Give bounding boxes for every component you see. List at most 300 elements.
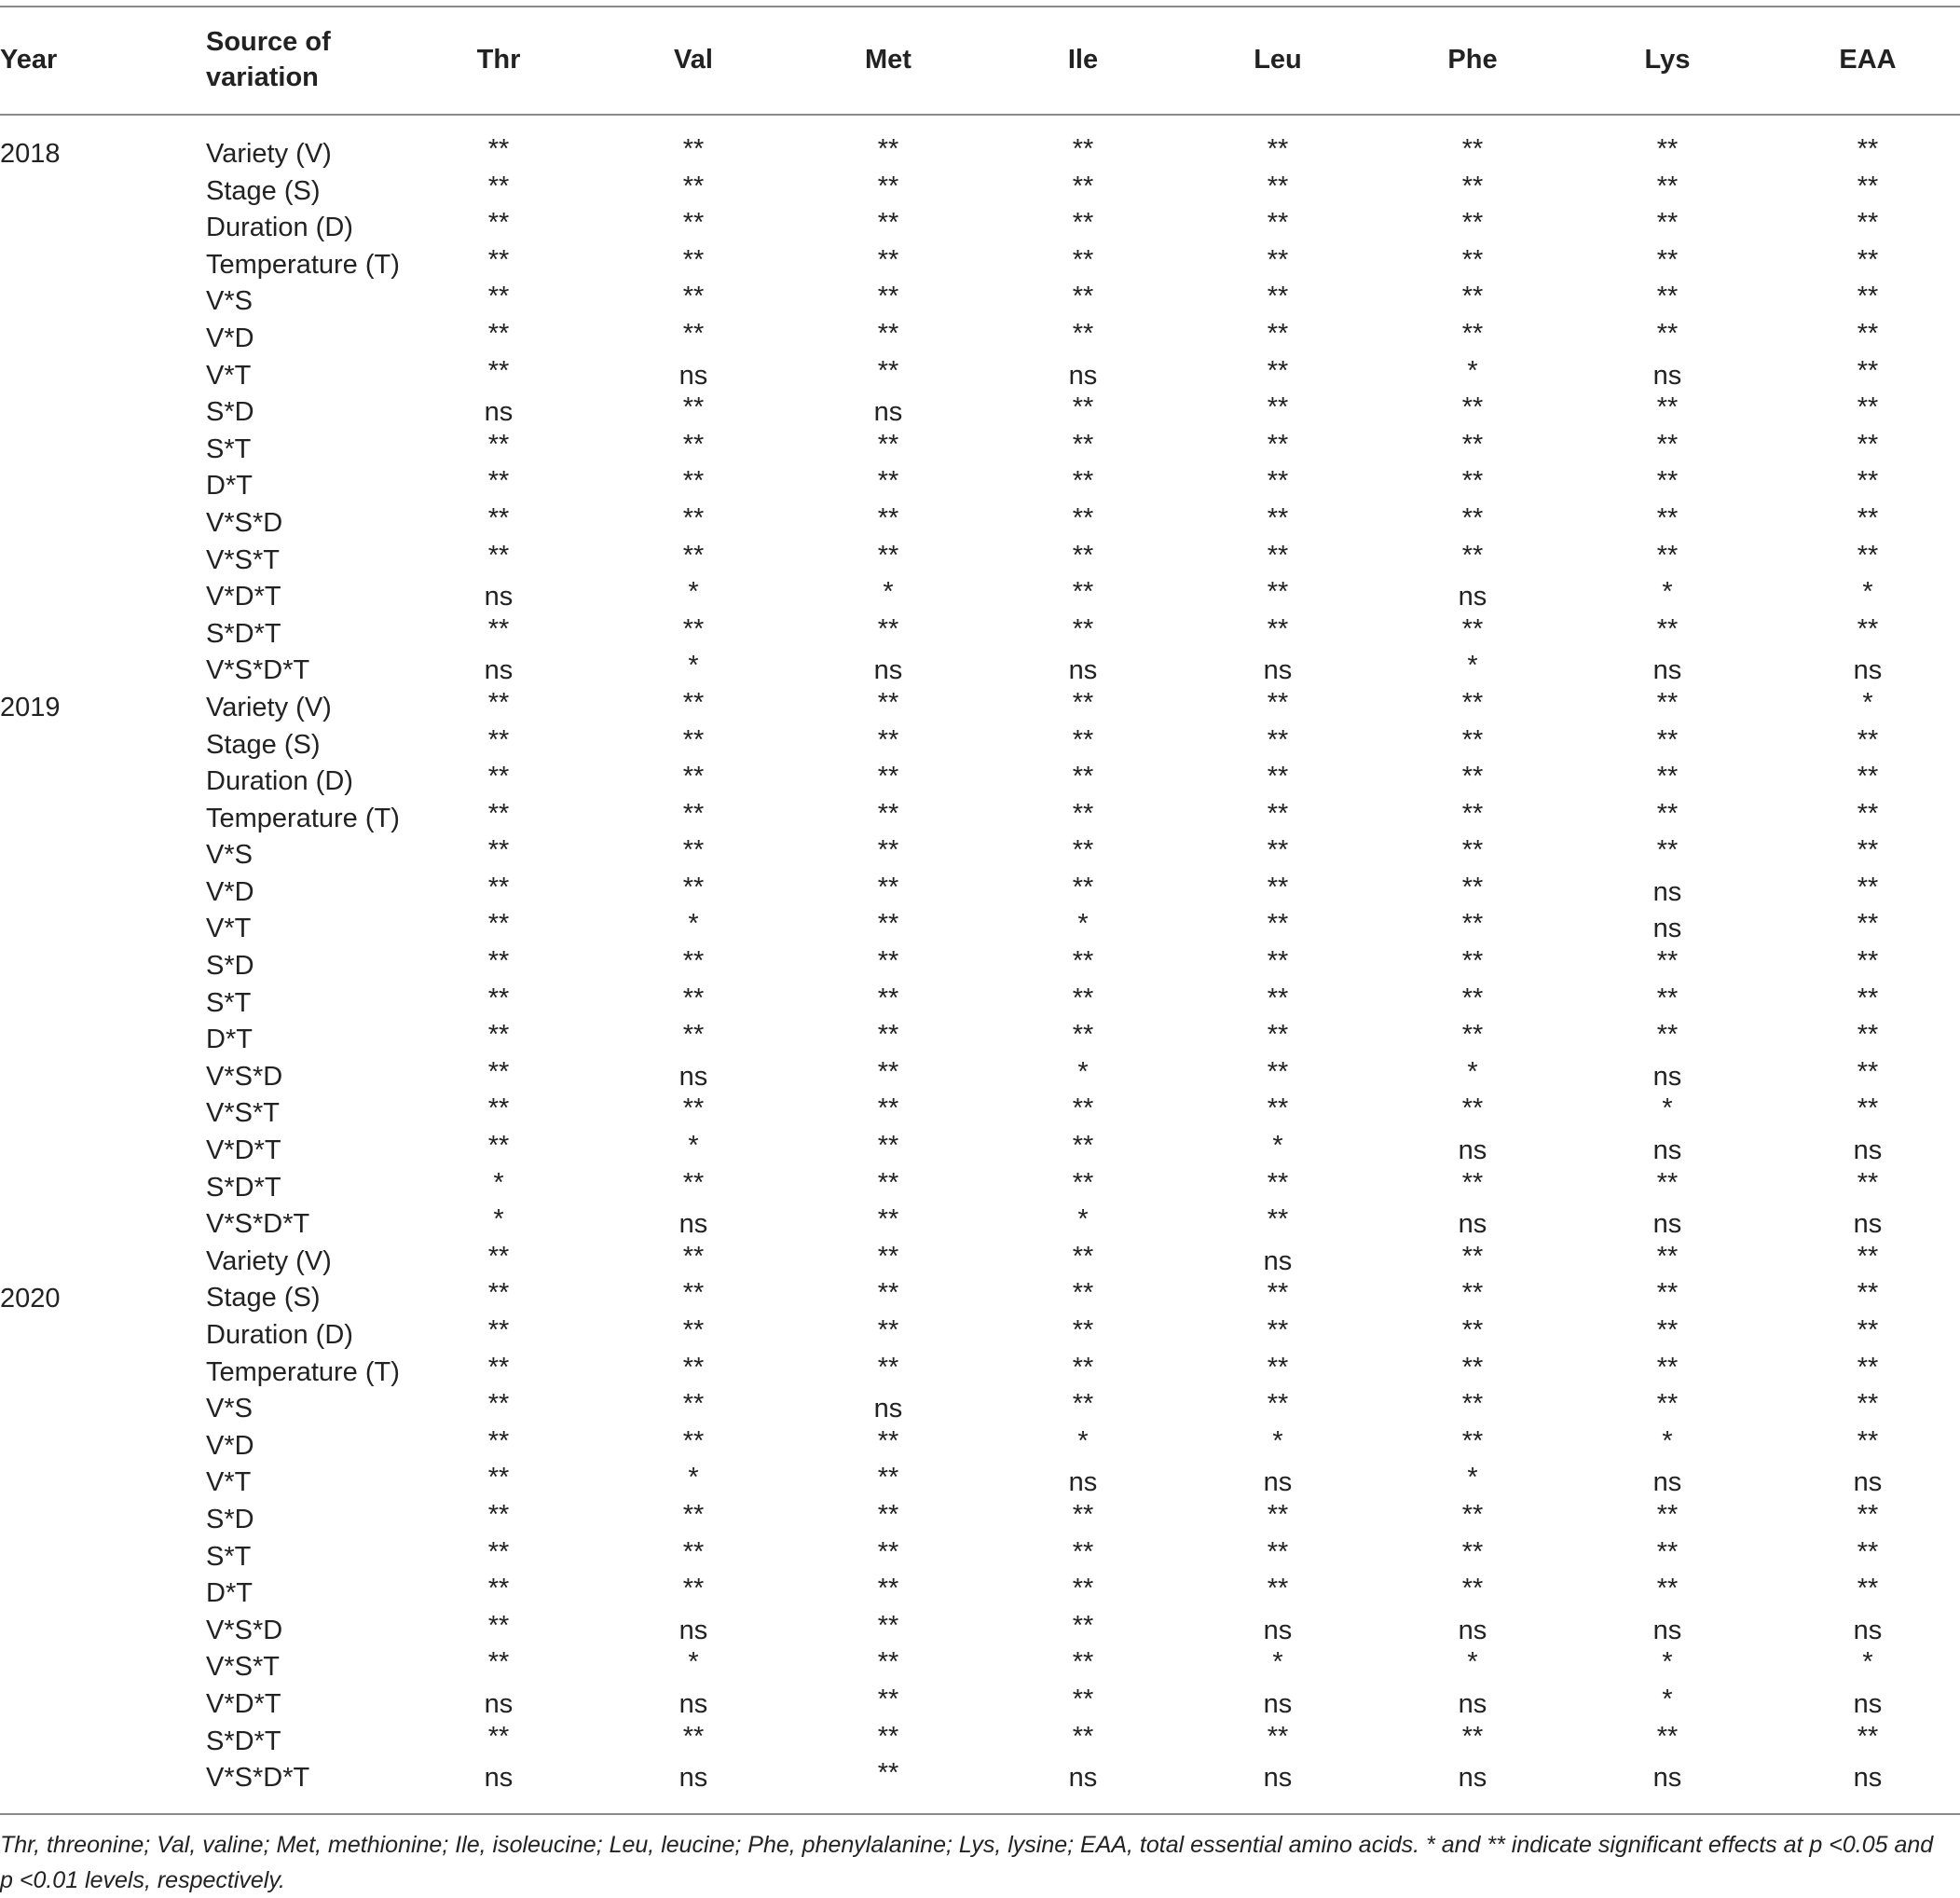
significance-cell-val: ** bbox=[682, 1315, 705, 1345]
significance-cell-val: ** bbox=[682, 983, 705, 1013]
significance-cell-val: ** bbox=[682, 1167, 705, 1198]
significance-cell-met: ** bbox=[877, 1278, 899, 1309]
table-bottom-rule bbox=[0, 1813, 1960, 1815]
source-of-variation-cell: Temperature (T) bbox=[206, 803, 400, 833]
significance-cell-phe: * bbox=[1467, 1056, 1478, 1087]
significance-cell-met: ** bbox=[877, 1241, 899, 1272]
significance-cell-lys: ns bbox=[1652, 914, 1682, 944]
significance-cell-leu: ** bbox=[1267, 1093, 1289, 1124]
significance-cell-eaa: ** bbox=[1857, 1499, 1879, 1530]
significance-cell-met: ** bbox=[877, 1425, 899, 1456]
significance-cell-lys: ** bbox=[1656, 1241, 1679, 1272]
significance-cell-phe: ** bbox=[1461, 1536, 1484, 1567]
significance-cell-met: ns bbox=[873, 397, 903, 428]
significance-cell-ile: ** bbox=[1072, 1647, 1094, 1678]
significance-cell-val: ns bbox=[678, 1209, 708, 1240]
significance-cell-lys: ns bbox=[1652, 1061, 1682, 1092]
significance-cell-eaa: ** bbox=[1857, 872, 1879, 902]
significance-cell-leu: ns bbox=[1263, 1615, 1293, 1645]
significance-cell-thr: ** bbox=[487, 946, 510, 977]
significance-cell-lys: ** bbox=[1656, 983, 1679, 1013]
significance-cell-leu: ** bbox=[1267, 1278, 1289, 1309]
significance-cell-thr: ** bbox=[487, 466, 510, 497]
significance-cell-lys: ** bbox=[1656, 1574, 1679, 1604]
significance-cell-val: ** bbox=[682, 171, 705, 201]
significance-cell-val: * bbox=[688, 1463, 699, 1493]
significance-cell-val: ** bbox=[682, 1093, 705, 1124]
significance-cell-lys: ** bbox=[1656, 392, 1679, 423]
significance-cell-val: ** bbox=[682, 1278, 705, 1309]
significance-cell-leu: ** bbox=[1267, 613, 1289, 644]
significance-cell-met: ** bbox=[877, 983, 899, 1013]
table-header-rule bbox=[0, 114, 1960, 116]
significance-cell-thr: ** bbox=[487, 909, 510, 940]
significance-cell-eaa: ns bbox=[1853, 1135, 1883, 1166]
significance-cell-ile: ** bbox=[1072, 762, 1094, 792]
significance-cell-ile: ** bbox=[1072, 1499, 1094, 1530]
significance-cell-phe: ** bbox=[1461, 392, 1484, 423]
significance-cell-phe: ** bbox=[1461, 1167, 1484, 1198]
significance-cell-eaa: ns bbox=[1853, 655, 1883, 686]
source-of-variation-cell: V*T bbox=[206, 914, 252, 944]
significance-cell-val: ns bbox=[678, 360, 708, 391]
significance-cell-met: ** bbox=[877, 835, 899, 866]
significance-cell-val: ** bbox=[682, 1241, 705, 1272]
significance-cell-eaa: ** bbox=[1857, 724, 1879, 755]
significance-cell-leu: ** bbox=[1267, 1389, 1289, 1420]
source-of-variation-cell: S*D*T bbox=[206, 1172, 281, 1203]
source-of-variation-cell: Duration (D) bbox=[206, 766, 353, 797]
header-source-of-variation bbox=[206, 24, 331, 95]
significance-cell-thr: ns bbox=[484, 1763, 514, 1794]
significance-cell-leu: ** bbox=[1267, 244, 1289, 275]
significance-cell-thr: ** bbox=[487, 1499, 510, 1530]
significance-cell-met: ** bbox=[877, 1352, 899, 1382]
source-of-variation-cell: V*S*D bbox=[206, 1061, 283, 1092]
significance-cell-met: ** bbox=[877, 502, 899, 533]
significance-cell-eaa: ** bbox=[1857, 1574, 1879, 1604]
significance-cell-met: ** bbox=[877, 208, 899, 239]
significance-cell-thr: ** bbox=[487, 1131, 510, 1162]
table-top-rule bbox=[0, 6, 1960, 7]
significance-cell-ile: ** bbox=[1072, 282, 1094, 312]
significance-cell-lys: ** bbox=[1656, 724, 1679, 755]
significance-cell-leu: ** bbox=[1267, 1536, 1289, 1567]
significance-cell-val: * bbox=[688, 909, 699, 940]
significance-cell-thr: ** bbox=[487, 1352, 510, 1382]
significance-cell-met: ** bbox=[877, 1499, 899, 1530]
source-of-variation-cell: V*S bbox=[206, 286, 253, 317]
significance-cell-eaa: ** bbox=[1857, 909, 1879, 940]
significance-cell-eaa: ** bbox=[1857, 540, 1879, 571]
significance-cell-met: * bbox=[883, 577, 894, 608]
significance-cell-lys: ns bbox=[1652, 1135, 1682, 1166]
significance-cell-thr: ** bbox=[487, 1056, 510, 1087]
significance-cell-lys: ns bbox=[1652, 1467, 1682, 1498]
year-label-2018: 2018 bbox=[0, 139, 61, 169]
significance-cell-leu: ns bbox=[1263, 655, 1293, 686]
significance-cell-lys: ** bbox=[1656, 466, 1679, 497]
significance-cell-met: ** bbox=[877, 798, 899, 829]
significance-cell-thr: ** bbox=[487, 1425, 510, 1456]
significance-cell-val: ** bbox=[682, 724, 705, 755]
significance-cell-val: ns bbox=[678, 1763, 708, 1794]
source-of-variation-cell: V*D bbox=[206, 876, 254, 907]
significance-cell-met: ** bbox=[877, 1020, 899, 1051]
significance-cell-eaa: ns bbox=[1853, 1615, 1883, 1645]
source-of-variation-cell: S*T bbox=[206, 1541, 252, 1572]
significance-cell-val: ** bbox=[682, 1574, 705, 1604]
significance-cell-eaa: ** bbox=[1857, 1020, 1879, 1051]
significance-cell-eaa: ** bbox=[1857, 1056, 1879, 1087]
significance-cell-phe: ns bbox=[1458, 1688, 1487, 1719]
significance-cell-lys: ** bbox=[1656, 687, 1679, 718]
significance-cell-lys: ** bbox=[1656, 134, 1679, 164]
significance-cell-leu: ** bbox=[1267, 1574, 1289, 1604]
significance-cell-eaa: ** bbox=[1857, 502, 1879, 533]
significance-cell-met: ** bbox=[877, 1721, 899, 1752]
significance-cell-lys: * bbox=[1662, 1093, 1673, 1124]
significance-cell-ile: ** bbox=[1072, 502, 1094, 533]
significance-cell-lys: ** bbox=[1656, 318, 1679, 349]
significance-cell-thr: ** bbox=[487, 171, 510, 201]
significance-cell-eaa: ** bbox=[1857, 1389, 1879, 1420]
significance-cell-lys: ** bbox=[1656, 1352, 1679, 1382]
significance-cell-thr: ns bbox=[484, 1688, 514, 1719]
significance-cell-leu: ** bbox=[1267, 762, 1289, 792]
source-of-variation-cell: Stage (S) bbox=[206, 729, 321, 760]
significance-cell-thr: ns bbox=[484, 397, 514, 428]
significance-cell-met: ** bbox=[877, 724, 899, 755]
significance-cell-ile: ** bbox=[1072, 1167, 1094, 1198]
significance-cell-ile: ** bbox=[1072, 1684, 1094, 1714]
significance-cell-eaa: * bbox=[1862, 687, 1873, 718]
significance-cell-ile: ** bbox=[1072, 577, 1094, 608]
significance-cell-phe: ** bbox=[1461, 502, 1484, 533]
significance-cell-leu: ** bbox=[1267, 577, 1289, 608]
significance-cell-eaa: ns bbox=[1853, 1467, 1883, 1498]
significance-cell-leu: ** bbox=[1267, 1315, 1289, 1345]
significance-cell-eaa: ** bbox=[1857, 171, 1879, 201]
significance-cell-thr: * bbox=[493, 1167, 504, 1198]
significance-cell-leu: ** bbox=[1267, 1721, 1289, 1752]
significance-cell-ile: ns bbox=[1068, 360, 1098, 391]
significance-cell-met: ** bbox=[877, 1093, 899, 1124]
significance-cell-leu: ** bbox=[1267, 983, 1289, 1013]
significance-cell-ile: * bbox=[1077, 909, 1089, 940]
source-of-variation-cell: V*T bbox=[206, 1467, 252, 1498]
significance-cell-eaa: ** bbox=[1857, 983, 1879, 1013]
source-of-variation-cell: V*S*D*T bbox=[206, 655, 310, 686]
significance-cell-met: ** bbox=[877, 1758, 899, 1789]
significance-cell-ile: ** bbox=[1072, 1315, 1094, 1345]
significance-cell-eaa: ** bbox=[1857, 208, 1879, 239]
significance-cell-phe: ** bbox=[1461, 466, 1484, 497]
significance-cell-ile: ** bbox=[1072, 540, 1094, 571]
significance-cell-val: ** bbox=[682, 687, 705, 718]
significance-cell-eaa: ** bbox=[1857, 1352, 1879, 1382]
source-of-variation-cell: V*D bbox=[206, 1430, 254, 1461]
significance-cell-ile: ** bbox=[1072, 318, 1094, 349]
source-of-variation-cell: S*D bbox=[206, 951, 254, 982]
source-of-variation-cell: Temperature (T) bbox=[206, 249, 400, 280]
significance-cell-thr: ** bbox=[487, 762, 510, 792]
significance-cell-leu: ns bbox=[1263, 1467, 1293, 1498]
significance-cell-met: ** bbox=[877, 1167, 899, 1198]
significance-cell-phe: ** bbox=[1461, 613, 1484, 644]
significance-cell-leu: ** bbox=[1267, 687, 1289, 718]
significance-cell-met: ns bbox=[873, 1394, 903, 1424]
significance-cell-met: ** bbox=[877, 540, 899, 571]
year-label-2019: 2019 bbox=[0, 693, 61, 722]
source-of-variation-cell: V*D*T bbox=[206, 1688, 281, 1719]
significance-cell-eaa: ns bbox=[1853, 1209, 1883, 1240]
significance-cell-met: ** bbox=[877, 1647, 899, 1678]
significance-cell-met: ** bbox=[877, 171, 899, 201]
significance-cell-leu: ** bbox=[1267, 798, 1289, 829]
source-of-variation-cell: Duration (D) bbox=[206, 213, 353, 243]
source-of-variation-cell: V*D*T bbox=[206, 1135, 281, 1166]
significance-cell-eaa: ** bbox=[1857, 429, 1879, 460]
significance-cell-val: ** bbox=[682, 466, 705, 497]
significance-cell-val: ** bbox=[682, 1389, 705, 1420]
significance-cell-leu: ** bbox=[1267, 392, 1289, 423]
significance-cell-thr: ** bbox=[487, 429, 510, 460]
significance-cell-thr: ** bbox=[487, 540, 510, 571]
table-row bbox=[0, 1759, 1960, 1796]
significance-cell-lys: ns bbox=[1652, 1763, 1682, 1794]
significance-cell-thr: ** bbox=[487, 724, 510, 755]
header-source-line2: variation bbox=[206, 62, 319, 92]
significance-cell-val: ns bbox=[678, 1688, 708, 1719]
significance-cell-thr: ** bbox=[487, 1574, 510, 1604]
significance-cell-eaa: ** bbox=[1857, 762, 1879, 792]
significance-cell-eaa: ns bbox=[1853, 1688, 1883, 1719]
significance-cell-leu: ** bbox=[1267, 318, 1289, 349]
significance-cell-lys: ns bbox=[1652, 360, 1682, 391]
table-row bbox=[0, 1169, 1960, 1206]
significance-cell-thr: ** bbox=[487, 244, 510, 275]
significance-cell-lys: ** bbox=[1656, 1389, 1679, 1420]
significance-cell-thr: ** bbox=[487, 318, 510, 349]
significance-cell-phe: ** bbox=[1461, 872, 1484, 902]
significance-cell-met: ** bbox=[877, 318, 899, 349]
significance-cell-lys: ** bbox=[1656, 1278, 1679, 1309]
significance-cell-ile: ** bbox=[1072, 392, 1094, 423]
significance-cell-val: * bbox=[688, 651, 699, 681]
significance-cell-eaa: ** bbox=[1857, 1167, 1879, 1198]
significance-cell-phe: ** bbox=[1461, 762, 1484, 792]
significance-cell-val: ** bbox=[682, 282, 705, 312]
significance-cell-eaa: ** bbox=[1857, 835, 1879, 866]
source-of-variation-cell: D*T bbox=[206, 1578, 253, 1609]
significance-cell-thr: ** bbox=[487, 1647, 510, 1678]
significance-cell-ile: ** bbox=[1072, 1093, 1094, 1124]
source-of-variation-cell: D*T bbox=[206, 1025, 253, 1055]
significance-cell-thr: ** bbox=[487, 1610, 510, 1641]
table-row bbox=[0, 873, 1960, 911]
header-col-eaa: EAA bbox=[1839, 45, 1897, 75]
significance-cell-ile: ** bbox=[1072, 687, 1094, 718]
significance-cell-phe: ** bbox=[1461, 1352, 1484, 1382]
significance-cell-ile: ** bbox=[1072, 1536, 1094, 1567]
significance-cell-thr: ** bbox=[487, 983, 510, 1013]
significance-cell-phe: ns bbox=[1458, 1763, 1487, 1794]
significance-cell-ile: ** bbox=[1072, 798, 1094, 829]
table-row bbox=[0, 1021, 1960, 1058]
significance-cell-leu: ** bbox=[1267, 208, 1289, 239]
significance-cell-lys: ** bbox=[1656, 835, 1679, 866]
significance-cell-lys: ns bbox=[1652, 1615, 1682, 1645]
significance-cell-lys: * bbox=[1662, 1647, 1673, 1678]
source-of-variation-cell: Variety (V) bbox=[206, 1245, 332, 1276]
header-col-lys: Lys bbox=[1644, 45, 1691, 75]
significance-cell-val: ** bbox=[682, 798, 705, 829]
significance-cell-ile: ** bbox=[1072, 835, 1094, 866]
significance-cell-phe: ** bbox=[1461, 983, 1484, 1013]
significance-cell-leu: * bbox=[1272, 1647, 1283, 1678]
significance-cell-phe: * bbox=[1467, 355, 1478, 386]
significance-cell-val: ** bbox=[682, 1020, 705, 1051]
significance-cell-eaa: ** bbox=[1857, 1536, 1879, 1567]
significance-cell-leu: ** bbox=[1267, 355, 1289, 386]
header-year: Year bbox=[0, 45, 58, 75]
significance-cell-ile: ** bbox=[1072, 1610, 1094, 1641]
table-row bbox=[0, 1094, 1960, 1132]
significance-cell-phe: ** bbox=[1461, 429, 1484, 460]
significance-cell-lys: ** bbox=[1656, 1020, 1679, 1051]
significance-cell-phe: ** bbox=[1461, 1574, 1484, 1604]
source-of-variation-cell: V*S*D bbox=[206, 507, 283, 538]
significance-cell-leu: ** bbox=[1267, 502, 1289, 533]
source-of-variation-cell: S*T bbox=[206, 987, 252, 1018]
significance-cell-met: ** bbox=[877, 1056, 899, 1087]
significance-cell-leu: ** bbox=[1267, 1204, 1289, 1235]
table-row bbox=[0, 836, 1960, 873]
significance-cell-ile: ** bbox=[1072, 466, 1094, 497]
source-of-variation-cell: V*S*T bbox=[206, 1098, 280, 1129]
significance-cell-ile: ** bbox=[1072, 1721, 1094, 1752]
header-source-line1: Source of bbox=[206, 27, 331, 57]
significance-cell-eaa: * bbox=[1862, 1647, 1873, 1678]
significance-cell-ile: ns bbox=[1068, 655, 1098, 686]
significance-cell-leu: ** bbox=[1267, 466, 1289, 497]
significance-cell-phe: ** bbox=[1461, 946, 1484, 977]
table-footnote: Thr, threonine; Val, valine; Met, methionine; Ile, isoleucine; Leu, leucine; Phe, phenylalanine; Lys, lysine; EAA, total essential amino acids. * and ** indicate significant effects at p <0.05 and p <0.01 levels, respectively. bbox=[0, 1832, 1934, 1893]
source-of-variation-cell: Stage (S) bbox=[206, 175, 321, 206]
significance-cell-lys: ** bbox=[1656, 171, 1679, 201]
significance-cell-phe: ** bbox=[1461, 244, 1484, 275]
significance-cell-eaa: ** bbox=[1857, 466, 1879, 497]
significance-cell-leu: * bbox=[1272, 1131, 1283, 1162]
significance-cell-phe: ** bbox=[1461, 1278, 1484, 1309]
significance-cell-thr: ** bbox=[487, 1721, 510, 1752]
source-of-variation-cell: Stage (S) bbox=[206, 1283, 321, 1313]
significance-cell-ile: ** bbox=[1072, 1574, 1094, 1604]
significance-cell-thr: ** bbox=[487, 872, 510, 902]
header-col-ile: Ile bbox=[1067, 45, 1099, 75]
significance-cell-thr: ** bbox=[487, 835, 510, 866]
significance-cell-leu: ** bbox=[1267, 1352, 1289, 1382]
significance-cell-leu: ns bbox=[1263, 1763, 1293, 1794]
significance-cell-phe: ** bbox=[1461, 1315, 1484, 1345]
significance-cell-eaa: ** bbox=[1857, 134, 1879, 164]
significance-cell-phe: * bbox=[1467, 1463, 1478, 1493]
source-of-variation-cell: Duration (D) bbox=[206, 1320, 353, 1350]
significance-cell-phe: ** bbox=[1461, 318, 1484, 349]
significance-cell-met: ** bbox=[877, 1315, 899, 1345]
significance-cell-phe: ns bbox=[1458, 582, 1487, 612]
significance-cell-phe: ** bbox=[1461, 1241, 1484, 1272]
header-col-thr: Thr bbox=[476, 45, 521, 75]
significance-cell-lys: ** bbox=[1656, 762, 1679, 792]
significance-cell-ile: ** bbox=[1072, 872, 1094, 902]
significance-cell-phe: ** bbox=[1461, 1389, 1484, 1420]
significance-cell-eaa: ** bbox=[1857, 392, 1879, 423]
significance-cell-val: ** bbox=[682, 318, 705, 349]
significance-cell-leu: ** bbox=[1267, 1020, 1289, 1051]
source-of-variation-cell: S*T bbox=[206, 433, 252, 464]
significance-cell-met: ** bbox=[877, 466, 899, 497]
significance-cell-phe: ** bbox=[1461, 1425, 1484, 1456]
significance-cell-ile: ** bbox=[1072, 171, 1094, 201]
significance-cell-ile: ** bbox=[1072, 1131, 1094, 1162]
significance-cell-met: ** bbox=[877, 909, 899, 940]
significance-cell-val: * bbox=[688, 1647, 699, 1678]
header-col-met: Met bbox=[865, 45, 911, 75]
significance-cell-met: ** bbox=[877, 1610, 899, 1641]
source-of-variation-cell: Variety (V) bbox=[206, 139, 332, 169]
significance-cell-val: ** bbox=[682, 1352, 705, 1382]
significance-cell-lys: ** bbox=[1656, 540, 1679, 571]
significance-cell-met: ** bbox=[877, 687, 899, 718]
source-of-variation-cell: S*D bbox=[206, 397, 254, 428]
significance-cell-eaa: ns bbox=[1853, 1763, 1883, 1794]
table-row bbox=[0, 1723, 1960, 1760]
significance-cell-lys: ** bbox=[1656, 244, 1679, 275]
significance-cell-phe: ** bbox=[1461, 798, 1484, 829]
source-of-variation-cell: V*S*T bbox=[206, 1652, 280, 1683]
source-of-variation-cell: S*D*T bbox=[206, 1726, 281, 1756]
significance-cell-phe: ns bbox=[1458, 1135, 1487, 1166]
significance-cell-ile: ** bbox=[1072, 1389, 1094, 1420]
table-row bbox=[0, 1575, 1960, 1612]
significance-cell-leu: ** bbox=[1267, 1056, 1289, 1087]
significance-cell-eaa: ** bbox=[1857, 946, 1879, 977]
significance-cell-lys: ** bbox=[1656, 502, 1679, 533]
significance-cell-eaa: ** bbox=[1857, 798, 1879, 829]
significance-cell-lys: * bbox=[1662, 1425, 1673, 1456]
significance-cell-phe: ** bbox=[1461, 1721, 1484, 1752]
significance-cell-met: ** bbox=[877, 244, 899, 275]
header-col-val: Val bbox=[674, 45, 713, 75]
significance-cell-phe: ** bbox=[1461, 1499, 1484, 1530]
significance-cell-leu: ** bbox=[1267, 835, 1289, 866]
significance-cell-leu: ** bbox=[1267, 1499, 1289, 1530]
significance-cell-eaa: ** bbox=[1857, 318, 1879, 349]
significance-cell-thr: * bbox=[493, 1204, 504, 1235]
source-of-variation-cell: Variety (V) bbox=[206, 692, 332, 722]
significance-cell-phe: ** bbox=[1461, 134, 1484, 164]
source-of-variation-cell: V*S*T bbox=[206, 544, 280, 575]
significance-cell-met: ** bbox=[877, 1574, 899, 1604]
significance-cell-leu: ** bbox=[1267, 540, 1289, 571]
significance-cell-lys: ** bbox=[1656, 208, 1679, 239]
significance-cell-leu: ** bbox=[1267, 909, 1289, 940]
source-of-variation-cell: V*T bbox=[206, 360, 252, 391]
significance-cell-val: ** bbox=[682, 1499, 705, 1530]
significance-cell-thr: ** bbox=[487, 134, 510, 164]
